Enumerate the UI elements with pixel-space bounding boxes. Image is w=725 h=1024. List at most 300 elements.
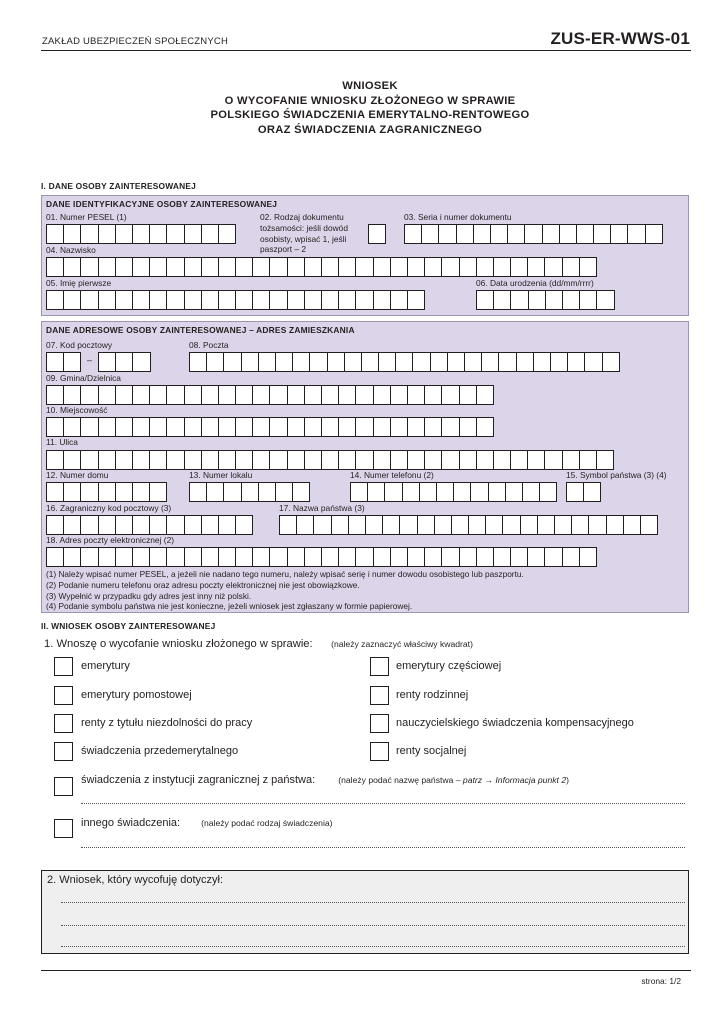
input-cell[interactable] [98, 257, 116, 277]
input-cell[interactable] [645, 224, 663, 244]
post-office-field[interactable] [189, 352, 619, 372]
input-cell[interactable] [223, 482, 241, 502]
house-no-field[interactable] [46, 482, 166, 502]
input-cell[interactable] [456, 224, 474, 244]
input-cell[interactable] [98, 224, 116, 244]
input-cell[interactable] [63, 417, 81, 437]
input-cell[interactable] [350, 482, 368, 502]
input-cell[interactable] [640, 515, 658, 535]
input-cell[interactable] [115, 450, 133, 470]
input-cell[interactable] [373, 450, 391, 470]
input-cell[interactable] [562, 450, 580, 470]
input-cell[interactable] [559, 224, 577, 244]
input-cell[interactable] [606, 515, 624, 535]
input-cell[interactable] [80, 547, 98, 567]
input-cell[interactable] [201, 417, 219, 437]
input-cell[interactable] [554, 515, 572, 535]
input-cell[interactable] [235, 547, 253, 567]
input-cell[interactable] [404, 224, 422, 244]
input-cell[interactable] [390, 257, 408, 277]
input-cell[interactable] [115, 290, 133, 310]
input-cell[interactable] [544, 547, 562, 567]
input-cell[interactable] [184, 450, 202, 470]
input-cell[interactable] [424, 257, 442, 277]
input-cell[interactable] [412, 352, 430, 372]
input-cell[interactable] [527, 547, 545, 567]
input-cell[interactable] [588, 515, 606, 535]
input-cell[interactable] [355, 450, 373, 470]
input-cell[interactable] [436, 482, 454, 502]
option-checkbox[interactable] [370, 657, 389, 676]
input-cell[interactable] [424, 417, 442, 437]
input-cell[interactable] [424, 547, 442, 567]
input-cell[interactable] [189, 482, 207, 502]
input-cell[interactable] [201, 385, 219, 405]
input-cell[interactable] [355, 547, 373, 567]
input-cell[interactable] [361, 352, 379, 372]
input-cell[interactable] [287, 290, 305, 310]
input-cell[interactable] [537, 515, 555, 535]
input-cell[interactable] [365, 515, 383, 535]
input-cell[interactable] [132, 290, 150, 310]
input-cell[interactable] [218, 417, 236, 437]
input-cell[interactable] [338, 257, 356, 277]
input-cell[interactable] [132, 257, 150, 277]
input-cell[interactable] [304, 547, 322, 567]
input-cell[interactable] [327, 352, 345, 372]
input-cell[interactable] [235, 257, 253, 277]
input-cell[interactable] [344, 352, 362, 372]
input-cell[interactable] [493, 257, 511, 277]
input-cell[interactable] [258, 482, 276, 502]
input-cell[interactable] [566, 482, 584, 502]
input-cell[interactable] [321, 290, 339, 310]
input-cell[interactable] [252, 417, 270, 437]
input-cell[interactable] [493, 290, 511, 310]
input-cell[interactable] [355, 290, 373, 310]
input-cell[interactable] [166, 257, 184, 277]
input-cell[interactable] [338, 450, 356, 470]
input-cell[interactable] [510, 257, 528, 277]
input-cell[interactable] [132, 547, 150, 567]
input-cell[interactable] [382, 515, 400, 535]
input-cell[interactable] [98, 352, 116, 372]
input-cell[interactable] [493, 450, 511, 470]
input-cell[interactable] [269, 450, 287, 470]
input-cell[interactable] [115, 417, 133, 437]
input-cell[interactable] [338, 547, 356, 567]
first-name-field[interactable] [46, 290, 424, 310]
input-cell[interactable] [149, 547, 167, 567]
input-cell[interactable] [321, 257, 339, 277]
input-cell[interactable] [184, 224, 202, 244]
input-cell[interactable] [544, 450, 562, 470]
input-cell[interactable] [367, 482, 385, 502]
input-cell[interactable] [481, 352, 499, 372]
option-checkbox[interactable] [54, 742, 73, 761]
input-cell[interactable] [459, 417, 477, 437]
input-cell[interactable] [355, 417, 373, 437]
input-cell[interactable] [533, 352, 551, 372]
input-cell[interactable] [241, 352, 259, 372]
input-cell[interactable] [407, 450, 425, 470]
input-cell[interactable] [610, 224, 628, 244]
surname-field[interactable] [46, 257, 596, 277]
input-cell[interactable] [522, 482, 540, 502]
input-cell[interactable] [321, 450, 339, 470]
other-benefit-line[interactable] [81, 847, 685, 848]
input-cell[interactable] [184, 515, 202, 535]
input-cell[interactable] [115, 547, 133, 567]
input-cell[interactable] [304, 290, 322, 310]
input-cell[interactable] [430, 352, 448, 372]
input-cell[interactable] [98, 450, 116, 470]
input-cell[interactable] [453, 482, 471, 502]
input-cell[interactable] [132, 352, 150, 372]
input-cell[interactable] [132, 515, 150, 535]
input-cell[interactable] [80, 450, 98, 470]
input-cell[interactable] [269, 547, 287, 567]
input-cell[interactable] [304, 450, 322, 470]
input-cell[interactable] [252, 385, 270, 405]
postal-code-field-a[interactable] [46, 352, 80, 372]
input-cell[interactable] [338, 417, 356, 437]
input-cell[interactable] [459, 547, 477, 567]
input-cell[interactable] [149, 290, 167, 310]
input-cell[interactable] [115, 224, 133, 244]
input-cell[interactable] [63, 257, 81, 277]
input-cell[interactable] [562, 547, 580, 567]
input-cell[interactable] [149, 257, 167, 277]
input-cell[interactable] [510, 450, 528, 470]
input-cell[interactable] [562, 290, 580, 310]
input-cell[interactable] [373, 385, 391, 405]
input-cell[interactable] [201, 224, 219, 244]
input-cell[interactable] [201, 450, 219, 470]
input-cell[interactable] [593, 224, 611, 244]
phone-field[interactable] [350, 482, 556, 502]
input-cell[interactable] [115, 257, 133, 277]
city-field[interactable] [46, 417, 493, 437]
doc-number-field[interactable] [404, 224, 662, 244]
input-cell[interactable] [287, 385, 305, 405]
input-cell[interactable] [485, 515, 503, 535]
input-cell[interactable] [476, 417, 494, 437]
input-cell[interactable] [373, 290, 391, 310]
input-cell[interactable] [269, 417, 287, 437]
input-cell[interactable] [98, 482, 116, 502]
answer-line[interactable] [61, 946, 685, 947]
input-cell[interactable] [98, 515, 116, 535]
input-cell[interactable] [80, 257, 98, 277]
input-cell[interactable] [115, 385, 133, 405]
postal-code-field-b[interactable] [98, 352, 150, 372]
input-cell[interactable] [390, 547, 408, 567]
input-cell[interactable] [201, 547, 219, 567]
input-cell[interactable] [252, 257, 270, 277]
input-cell[interactable] [115, 352, 133, 372]
input-cell[interactable] [373, 257, 391, 277]
input-cell[interactable] [459, 385, 477, 405]
input-cell[interactable] [296, 515, 314, 535]
input-cell[interactable] [473, 224, 491, 244]
input-cell[interactable] [304, 257, 322, 277]
input-cell[interactable] [421, 224, 439, 244]
input-cell[interactable] [189, 352, 207, 372]
input-cell[interactable] [98, 417, 116, 437]
input-cell[interactable] [459, 257, 477, 277]
input-cell[interactable] [80, 515, 98, 535]
input-cell[interactable] [80, 290, 98, 310]
input-cell[interactable] [527, 257, 545, 277]
input-cell[interactable] [98, 385, 116, 405]
input-cell[interactable] [166, 417, 184, 437]
input-cell[interactable] [395, 352, 413, 372]
input-cell[interactable] [407, 385, 425, 405]
input-cell[interactable] [627, 224, 645, 244]
input-cell[interactable] [441, 450, 459, 470]
input-cell[interactable] [235, 385, 253, 405]
input-cell[interactable] [321, 547, 339, 567]
country-name-field[interactable] [279, 515, 657, 535]
input-cell[interactable] [331, 515, 349, 535]
input-cell[interactable] [46, 450, 64, 470]
input-cell[interactable] [184, 547, 202, 567]
input-cell[interactable] [166, 547, 184, 567]
input-cell[interactable] [355, 385, 373, 405]
input-cell[interactable] [80, 385, 98, 405]
input-cell[interactable] [149, 224, 167, 244]
input-cell[interactable] [63, 450, 81, 470]
input-cell[interactable] [502, 515, 520, 535]
option-checkbox[interactable] [370, 742, 389, 761]
input-cell[interactable] [287, 417, 305, 437]
input-cell[interactable] [390, 417, 408, 437]
input-cell[interactable] [63, 224, 81, 244]
input-cell[interactable] [46, 224, 64, 244]
input-cell[interactable] [80, 224, 98, 244]
input-cell[interactable] [132, 450, 150, 470]
input-cell[interactable] [355, 257, 373, 277]
input-cell[interactable] [46, 482, 64, 502]
input-cell[interactable] [571, 515, 589, 535]
input-cell[interactable] [218, 515, 236, 535]
input-cell[interactable] [292, 482, 310, 502]
input-cell[interactable] [304, 417, 322, 437]
input-cell[interactable] [269, 290, 287, 310]
input-cell[interactable] [510, 547, 528, 567]
street-field[interactable] [46, 450, 613, 470]
input-cell[interactable] [184, 257, 202, 277]
input-cell[interactable] [287, 257, 305, 277]
input-cell[interactable] [321, 385, 339, 405]
input-cell[interactable] [235, 515, 253, 535]
option-checkbox[interactable] [54, 686, 73, 705]
email-field[interactable] [46, 547, 596, 567]
input-cell[interactable] [468, 515, 486, 535]
input-cell[interactable] [459, 450, 477, 470]
input-cell[interactable] [476, 450, 494, 470]
input-cell[interactable] [407, 290, 425, 310]
input-cell[interactable] [542, 224, 560, 244]
input-cell[interactable] [201, 290, 219, 310]
input-cell[interactable] [417, 515, 435, 535]
input-cell[interactable] [115, 482, 133, 502]
input-cell[interactable] [252, 290, 270, 310]
input-cell[interactable] [498, 352, 516, 372]
input-cell[interactable] [241, 482, 259, 502]
input-cell[interactable] [149, 450, 167, 470]
input-cell[interactable] [373, 417, 391, 437]
input-cell[interactable] [149, 417, 167, 437]
foreign-checkbox[interactable] [54, 777, 73, 796]
input-cell[interactable] [602, 352, 620, 372]
input-cell[interactable] [584, 352, 602, 372]
input-cell[interactable] [201, 515, 219, 535]
answer-line[interactable] [61, 902, 685, 903]
input-cell[interactable] [505, 482, 523, 502]
input-cell[interactable] [235, 450, 253, 470]
input-cell[interactable] [524, 224, 542, 244]
input-cell[interactable] [63, 482, 81, 502]
input-cell[interactable] [424, 450, 442, 470]
input-cell[interactable] [275, 352, 293, 372]
input-cell[interactable] [218, 224, 236, 244]
input-cell[interactable] [149, 385, 167, 405]
input-cell[interactable] [384, 482, 402, 502]
input-cell[interactable] [184, 417, 202, 437]
input-cell[interactable] [488, 482, 506, 502]
input-cell[interactable] [132, 417, 150, 437]
input-cell[interactable] [490, 224, 508, 244]
input-cell[interactable] [596, 450, 614, 470]
option-checkbox[interactable] [54, 714, 73, 733]
input-cell[interactable] [520, 515, 538, 535]
pesel-field[interactable] [46, 224, 235, 244]
input-cell[interactable] [550, 352, 568, 372]
input-cell[interactable] [206, 352, 224, 372]
input-cell[interactable] [46, 547, 64, 567]
input-cell[interactable] [218, 290, 236, 310]
input-cell[interactable] [476, 257, 494, 277]
input-cell[interactable] [223, 352, 241, 372]
input-cell[interactable] [63, 515, 81, 535]
input-cell[interactable] [567, 352, 585, 372]
option-checkbox[interactable] [54, 657, 73, 676]
input-cell[interactable] [424, 385, 442, 405]
input-cell[interactable] [63, 352, 81, 372]
input-cell[interactable] [304, 385, 322, 405]
foreign-country-line[interactable] [81, 803, 685, 804]
municipality-field[interactable] [46, 385, 493, 405]
input-cell[interactable] [510, 290, 528, 310]
input-cell[interactable] [235, 290, 253, 310]
input-cell[interactable] [166, 450, 184, 470]
input-cell[interactable] [545, 290, 563, 310]
input-cell[interactable] [596, 290, 614, 310]
input-cell[interactable] [390, 290, 408, 310]
input-cell[interactable] [441, 417, 459, 437]
input-cell[interactable] [218, 257, 236, 277]
input-cell[interactable] [373, 547, 391, 567]
foreign-postal-field[interactable] [46, 515, 252, 535]
input-cell[interactable] [98, 290, 116, 310]
input-cell[interactable] [464, 352, 482, 372]
input-cell[interactable] [63, 290, 81, 310]
input-cell[interactable] [115, 515, 133, 535]
input-cell[interactable] [407, 547, 425, 567]
input-cell[interactable] [269, 385, 287, 405]
input-cell[interactable] [46, 515, 64, 535]
input-cell[interactable] [402, 482, 420, 502]
flat-no-field[interactable] [189, 482, 309, 502]
input-cell[interactable] [46, 257, 64, 277]
input-cell[interactable] [279, 515, 297, 535]
input-cell[interactable] [321, 417, 339, 437]
input-cell[interactable] [516, 352, 534, 372]
input-cell[interactable] [528, 290, 546, 310]
input-cell[interactable] [507, 224, 525, 244]
input-cell[interactable] [476, 385, 494, 405]
input-cell[interactable] [623, 515, 641, 535]
input-cell[interactable] [579, 450, 597, 470]
input-cell[interactable] [132, 224, 150, 244]
input-cell[interactable] [338, 385, 356, 405]
input-cell[interactable] [252, 450, 270, 470]
input-cell[interactable] [269, 257, 287, 277]
input-cell[interactable] [132, 482, 150, 502]
input-cell[interactable] [390, 385, 408, 405]
input-cell[interactable] [46, 417, 64, 437]
input-cell[interactable] [292, 352, 310, 372]
answer-line[interactable] [61, 925, 685, 926]
input-cell[interactable] [275, 482, 293, 502]
input-cell[interactable] [218, 547, 236, 567]
input-cell[interactable] [46, 290, 64, 310]
input-cell[interactable] [434, 515, 452, 535]
input-cell[interactable] [438, 224, 456, 244]
input-cell[interactable] [63, 385, 81, 405]
input-cell[interactable] [407, 417, 425, 437]
input-cell[interactable] [235, 417, 253, 437]
input-cell[interactable] [493, 547, 511, 567]
input-cell[interactable] [476, 547, 494, 567]
input-cell[interactable] [218, 385, 236, 405]
input-cell[interactable] [287, 450, 305, 470]
option-checkbox[interactable] [370, 686, 389, 705]
input-cell[interactable] [527, 450, 545, 470]
input-cell[interactable] [258, 352, 276, 372]
input-cell[interactable] [132, 385, 150, 405]
input-cell[interactable] [583, 482, 601, 502]
input-cell[interactable] [441, 547, 459, 567]
input-cell[interactable] [579, 290, 597, 310]
input-cell[interactable] [46, 385, 64, 405]
input-cell[interactable] [149, 515, 167, 535]
input-cell[interactable] [338, 290, 356, 310]
input-cell[interactable] [441, 385, 459, 405]
input-cell[interactable] [476, 290, 494, 310]
doc-type-field[interactable] [368, 224, 386, 244]
input-cell[interactable] [166, 515, 184, 535]
input-cell[interactable] [313, 515, 331, 535]
input-cell[interactable] [451, 515, 469, 535]
input-cell[interactable] [201, 257, 219, 277]
input-cell[interactable] [166, 224, 184, 244]
input-cell[interactable] [470, 482, 488, 502]
input-cell[interactable] [539, 482, 557, 502]
birth-date-field[interactable] [476, 290, 614, 310]
